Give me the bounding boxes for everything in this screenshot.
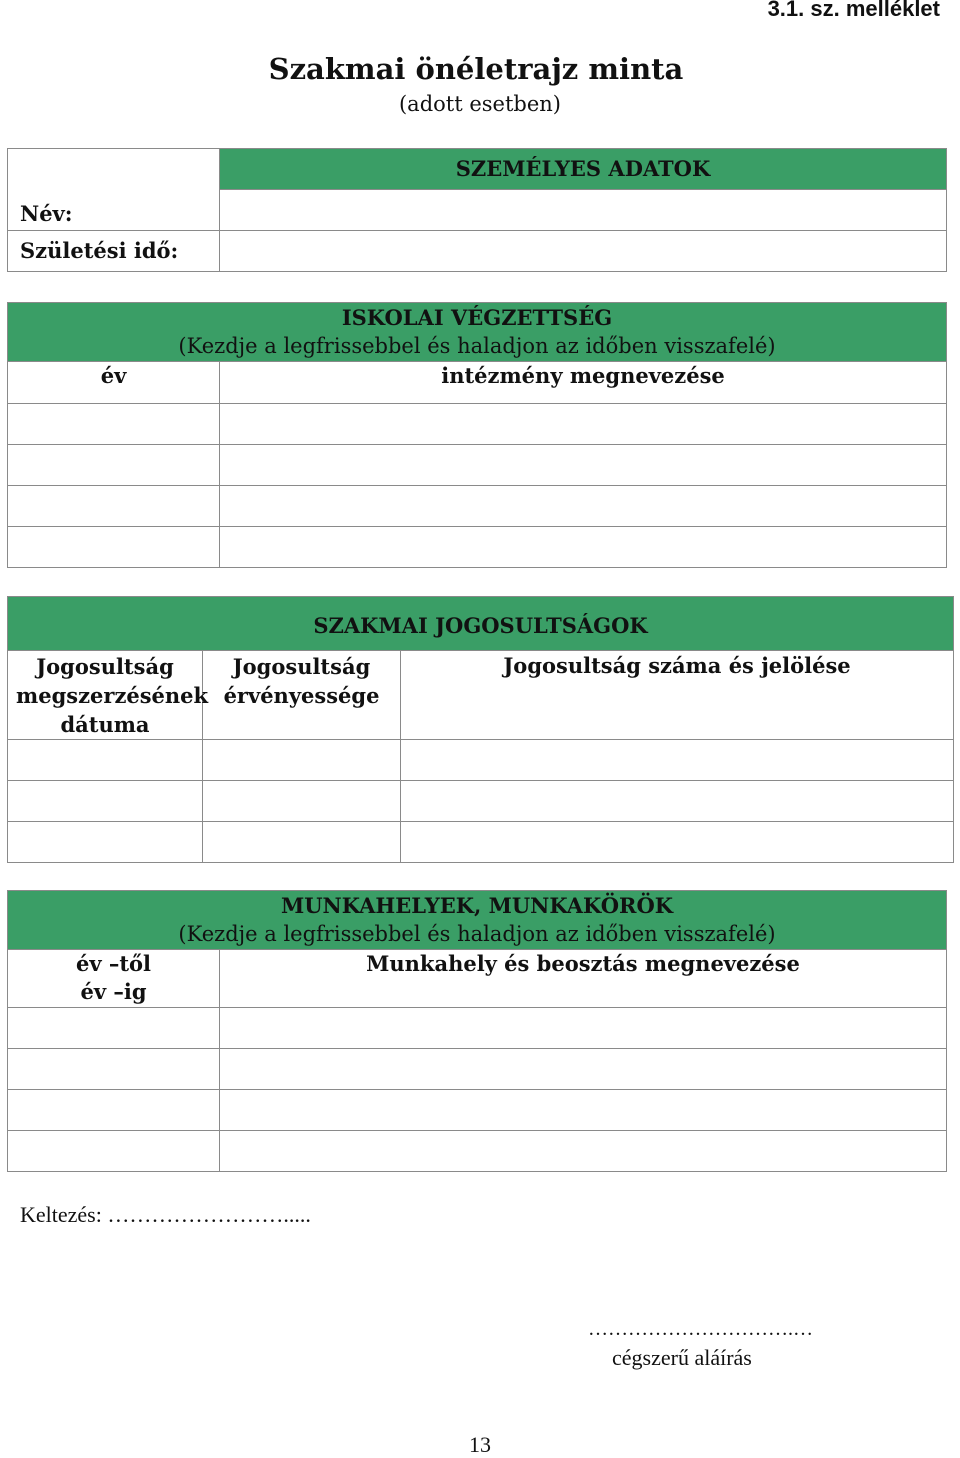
signature-label: cégszerű aláírás <box>612 1345 752 1370</box>
education-institution-cell[interactable] <box>220 486 947 527</box>
signature-line: ………………………….… <box>588 1318 813 1340</box>
page-title: Szakmai önéletrajz minta <box>268 52 684 86</box>
page-number: 13 <box>469 1432 491 1457</box>
qualification-validity-cell[interactable] <box>203 781 401 822</box>
work-years-cell[interactable] <box>8 1131 220 1172</box>
work-place-cell[interactable] <box>220 1049 947 1090</box>
education-year-cell[interactable] <box>8 486 220 527</box>
work-col-from: év –től <box>75 951 152 976</box>
date-field-label: Keltezés: ……………………..... <box>20 1202 311 1227</box>
work-place-cell[interactable] <box>220 1008 947 1049</box>
qualification-number-cell[interactable] <box>401 740 954 781</box>
qualification-number-cell[interactable] <box>401 781 954 822</box>
qualification-validity-cell[interactable] <box>203 740 401 781</box>
personal-data-header: SZEMÉLYES ADATOK <box>220 149 947 190</box>
work-years-cell[interactable] <box>8 1008 220 1049</box>
page-subtitle: (adott esetben) <box>398 92 561 116</box>
qualifications-table <box>7 596 954 863</box>
qualification-date-cell[interactable] <box>8 781 203 822</box>
education-year-cell[interactable] <box>8 445 220 486</box>
work-years-cell[interactable] <box>8 1049 220 1090</box>
qualification-number-cell[interactable] <box>401 822 954 863</box>
qualification-date-cell[interactable] <box>8 822 203 863</box>
work-col-years <box>8 950 220 1008</box>
personal-data-table <box>7 148 947 272</box>
name-label: Név: <box>8 149 220 231</box>
work-header <box>8 891 947 950</box>
qualifications-col-validity: Jogosultság érvényessége <box>203 651 401 740</box>
work-years-cell[interactable] <box>8 1090 220 1131</box>
work-col-to: év –ig <box>80 979 147 1004</box>
education-institution-cell[interactable] <box>220 404 947 445</box>
education-table <box>7 302 947 568</box>
education-header-note: (Kezdje a legfrissebbel és haladjon az időben visszafelé) <box>178 334 776 358</box>
work-header-note: (Kezdje a legfrissebbel és haladjon az időben visszafelé) <box>178 922 776 946</box>
education-institution-cell[interactable] <box>220 527 947 568</box>
education-institution-cell[interactable] <box>220 445 947 486</box>
education-header-title: ISKOLAI VÉGZETTSÉG <box>341 305 613 330</box>
education-year-cell[interactable] <box>8 404 220 445</box>
qualifications-col-number: Jogosultság száma és jelölése <box>401 651 954 740</box>
education-col-institution: intézmény megnevezése <box>220 362 947 404</box>
work-history-table <box>7 890 947 1172</box>
birth-date-label: Születési idő: <box>8 231 220 272</box>
qualifications-col-date: Jogosultság megszerzésének dátuma <box>8 651 203 740</box>
work-header-title: MUNKAHELYEK, MUNKAKÖRÖK <box>280 893 674 918</box>
education-col-year: év <box>8 362 220 404</box>
qualification-date-cell[interactable] <box>8 740 203 781</box>
qualification-validity-cell[interactable] <box>203 822 401 863</box>
annex-label: 3.1. sz. melléklet <box>767 0 940 21</box>
name-field[interactable] <box>220 190 947 231</box>
education-year-cell[interactable] <box>8 527 220 568</box>
work-col-place: Munkahely és beosztás megnevezése <box>220 950 947 1008</box>
birth-date-field[interactable] <box>220 231 947 272</box>
education-header <box>8 303 947 362</box>
work-place-cell[interactable] <box>220 1131 947 1172</box>
qualifications-header: SZAKMAI JOGOSULTSÁGOK <box>8 597 954 651</box>
work-place-cell[interactable] <box>220 1090 947 1131</box>
